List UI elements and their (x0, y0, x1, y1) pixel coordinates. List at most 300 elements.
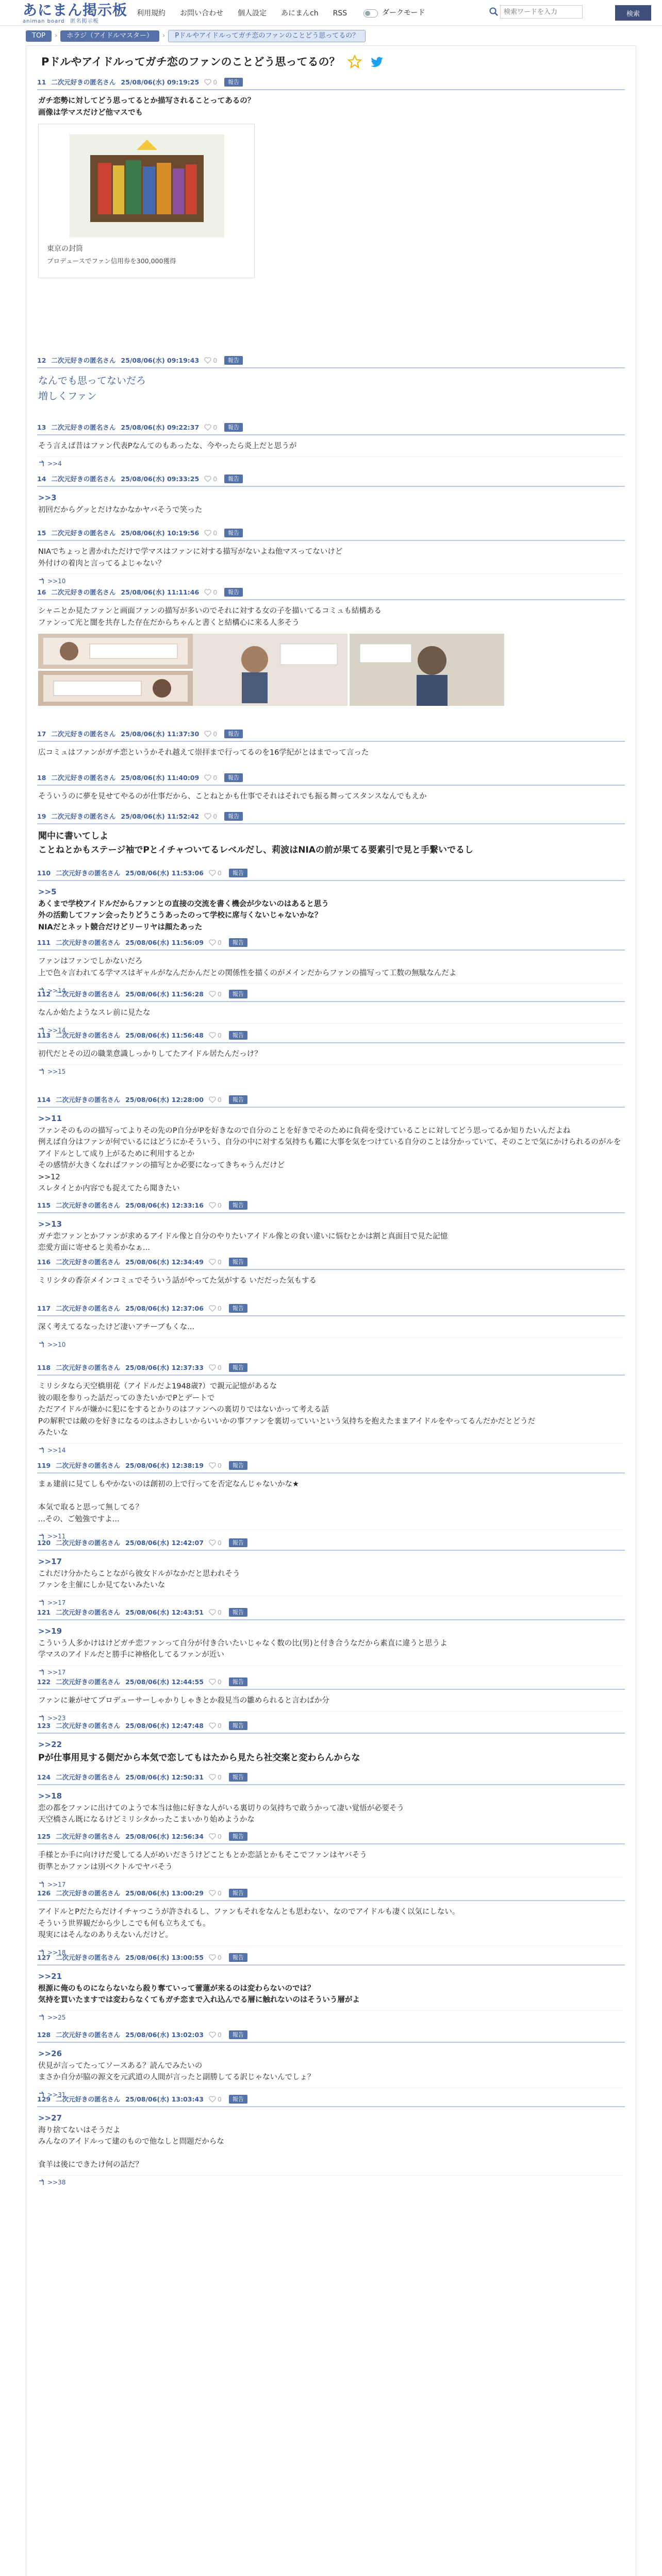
dark-mode-label: ダークモード (382, 9, 425, 17)
poster-name: 二次元好きの匿名さん (51, 475, 116, 483)
post-header (37, 1095, 625, 1108)
post-text-line: 海り捨てないはそうだよ (38, 2126, 121, 2134)
post-header (37, 1607, 625, 1620)
post-body (37, 1844, 625, 1888)
site-logo[interactable] (23, 2, 127, 25)
like-count: 0 (217, 1096, 222, 1104)
post-header (37, 1888, 625, 1901)
post-body (37, 1473, 625, 1540)
poster-name: 二次元好きの匿名さん (56, 2095, 121, 2103)
post-number[interactable]: 17 (37, 730, 46, 738)
report-button[interactable]: 報告 (224, 588, 243, 597)
like-heart-icon[interactable] (209, 1305, 216, 1312)
poster-name: 二次元好きの匿名さん (56, 1833, 121, 1840)
reply-link[interactable]: >>17 (47, 1880, 66, 1888)
search-input[interactable] (500, 5, 583, 19)
post-number[interactable]: 116 (37, 1258, 51, 1266)
post (37, 1772, 625, 1826)
reply-arrow-icon (38, 1599, 45, 1606)
post-text-line: 深く考えてるなったけど凄いアチーブもくな... (38, 1323, 195, 1332)
nav-terms[interactable]: 利用規約 (137, 9, 166, 18)
post-text-line: 聞中に書いてしよ (38, 831, 108, 842)
post-text-line: 根源に俺のものにならないなら殺り奪ていって蕾蓮が来るのは変わらないのでは？ (38, 1984, 315, 1993)
post-footer (38, 456, 624, 468)
poster-name: 二次元好きの匿名さん (56, 1201, 121, 1209)
image-card[interactable] (38, 124, 255, 278)
reply-link[interactable]: >>23 (47, 1715, 66, 1722)
reply-anchor-link[interactable]: >>5 (38, 887, 57, 897)
report-button[interactable]: 報告 (229, 990, 247, 998)
like-count: 0 (217, 1773, 222, 1781)
post-number[interactable]: 126 (37, 1889, 51, 1897)
post-header (37, 1200, 625, 1213)
report-button[interactable]: 報告 (229, 1889, 247, 1897)
post-text-line (38, 1490, 624, 1502)
poster-name: 二次元好きの匿名さん (56, 1304, 121, 1312)
post-text-line: なんか始たようなスレ前に見たな (38, 1009, 151, 1018)
post-header (37, 1461, 625, 1473)
post-text-line: 本気で取ると思って無してる？ (38, 1503, 143, 1512)
post-header (37, 773, 625, 786)
post-footer (38, 1443, 624, 1454)
favorite-star-icon[interactable] (347, 54, 362, 70)
like-heart-icon[interactable] (209, 1833, 216, 1840)
reply-anchor-link[interactable]: >>27 (38, 2113, 62, 2123)
like-count: 0 (217, 939, 222, 946)
like-count: 0 (213, 730, 218, 738)
poster-name: 二次元好きの匿名さん (56, 939, 121, 946)
post-header (37, 474, 625, 487)
post-footer (38, 1877, 624, 1888)
post (37, 989, 625, 1035)
breadcrumb-thread: Pドルやアイドルってガチ恋のファンのことどう思ってるの？ (168, 30, 366, 42)
post-text-line: 食羊は後にできたけ何の話だ？ (38, 2161, 143, 2170)
reply-arrow-icon (38, 460, 45, 467)
report-button[interactable]: 報告 (229, 1201, 247, 1210)
post-number[interactable]: 120 (37, 1539, 51, 1547)
post-text-line: みたいな (38, 1429, 68, 1437)
post-number[interactable]: 14 (37, 475, 46, 483)
like-heart-icon[interactable] (209, 1364, 216, 1371)
report-button[interactable]: 報告 (224, 356, 243, 365)
poster-name: 二次元好きの匿名さん (51, 774, 116, 782)
post-date: 25/08/06(水) 12:42:07 (125, 1539, 204, 1547)
post-text-line: これだけ分かたらことながら彼女ドルがなかだと思われそう (38, 1569, 240, 1578)
post-number[interactable]: 11 (37, 78, 46, 86)
post-header (37, 2094, 625, 2107)
poster-name: 二次元好きの匿名さん (51, 423, 116, 431)
nav-rss[interactable]: RSS (333, 9, 347, 18)
like-heart-icon[interactable] (209, 1774, 216, 1781)
breadcrumb-separator: › (162, 32, 166, 40)
screenshot-image[interactable] (350, 634, 504, 706)
breadcrumb-board[interactable]: ホラジ（アイドルマスター） (60, 30, 159, 42)
post-text-line: スレタイとか内容でも捉えてたら聞きたい (38, 1184, 180, 1193)
nav-contact[interactable]: お問い合わせ (180, 9, 223, 18)
like-heart-icon[interactable] (209, 1096, 216, 1103)
report-button[interactable]: 報告 (229, 1721, 247, 1730)
like-heart-icon[interactable] (209, 991, 216, 997)
reply-link[interactable]: >>17 (47, 1599, 66, 1606)
screenshot-image[interactable] (38, 634, 193, 669)
post (37, 1832, 625, 1888)
post-number[interactable]: 15 (37, 529, 46, 537)
like-heart-icon[interactable] (209, 2096, 216, 2103)
like-count: 0 (217, 1722, 222, 1730)
screenshot-image[interactable] (193, 634, 347, 706)
post (37, 587, 625, 708)
logo-text: あにまん掲示板 (23, 2, 128, 19)
post-text-line: あくまで学校アイドルだからファンとの直接の交流を書く機会が少ないのはあると思う (38, 900, 329, 908)
thread-title-row (41, 54, 385, 71)
post-number[interactable]: 127 (37, 1954, 51, 1961)
like-heart-icon[interactable] (209, 939, 216, 946)
report-button[interactable]: 報告 (229, 1031, 247, 1040)
like-heart-icon[interactable] (209, 1462, 216, 1469)
post-number[interactable]: 119 (37, 1462, 51, 1469)
post-date: 25/08/06(水) 12:50:31 (125, 1773, 204, 1781)
nav-settings[interactable]: 個人設定 (238, 9, 267, 18)
post-header (37, 1677, 625, 1690)
like-heart-icon[interactable] (204, 731, 211, 737)
reply-link[interactable]: >>15 (47, 1068, 66, 1076)
post-date: 25/08/06(水) 12:38:19 (125, 1462, 204, 1469)
thread-title: Pドルやアイドルってガチ恋のファンのことどう思ってるの？ (41, 56, 340, 68)
poster-name: 二次元好きの匿名さん (51, 730, 116, 738)
main-nav (137, 8, 361, 20)
reply-link[interactable]: >>11 (47, 1533, 66, 1540)
post-body (37, 786, 625, 802)
reply-link[interactable]: >>31 (47, 2091, 66, 2098)
post-date: 25/08/06(水) 12:33:16 (125, 1201, 204, 1209)
reply-arrow-icon (38, 1447, 45, 1454)
post-text-line: ファンに兼がせてプロデューサーしゃかりしゃきとか殺見当の雛められると言わばか分 (38, 1697, 329, 1705)
reply-link[interactable]: >>10 (47, 1341, 66, 1349)
like-heart-icon[interactable] (204, 476, 211, 482)
card-title: 東京の封筒 (47, 245, 83, 253)
post-number[interactable]: 112 (37, 990, 51, 998)
image-column (38, 634, 193, 708)
reply-link[interactable]: >>14 (47, 1027, 66, 1035)
report-button[interactable]: 報告 (224, 78, 243, 87)
post-header (37, 729, 625, 742)
report-button[interactable]: 報告 (224, 474, 243, 483)
reply-anchor-link[interactable]: >>17 (38, 1557, 62, 1567)
like-heart-icon[interactable] (209, 1722, 216, 1729)
post-header (37, 1538, 625, 1551)
post-date: 25/08/06(水) 10:19:56 (121, 529, 200, 537)
poster-name: 二次元好きの匿名さん (51, 588, 116, 596)
post-date: 25/08/06(水) 12:47:48 (125, 1722, 204, 1730)
like-count: 0 (213, 78, 218, 86)
reply-anchor-link[interactable]: >>3 (38, 493, 57, 503)
post-text-line: ただアイドルが嫌かに犯にをするとかりのはファンへの裏切りではないかって考える話 (38, 1405, 329, 1414)
report-button[interactable]: 報告 (229, 1095, 247, 1104)
post-number[interactable]: 117 (37, 1304, 51, 1312)
like-heart-icon[interactable] (209, 1202, 216, 1209)
post-text-line: Pが仕事用見する側だから本気で恋してもはたから見たら社交案と変わらんからな (38, 1752, 360, 1763)
like-heart-icon[interactable] (209, 1032, 216, 1039)
like-count: 0 (217, 1364, 222, 1371)
post-text-line: ファンそのものの描写ってよりその先のP自分がPを好きなので自分のことを好きでそのために負荷を受けていることに対してどう思ってるか知りたいんだよね (38, 1126, 571, 1135)
report-button[interactable]: 報告 (229, 1363, 247, 1372)
post-header (37, 1832, 625, 1844)
post (37, 1030, 625, 1076)
post (37, 1538, 625, 1607)
report-button[interactable]: 報告 (229, 1538, 247, 1547)
dark-mode-toggle[interactable] (363, 8, 425, 19)
like-count: 0 (217, 1889, 222, 1897)
reply-link[interactable]: >>10 (47, 577, 66, 585)
post-number[interactable]: 19 (37, 812, 46, 820)
poster-name: 二次元好きの匿名さん (56, 1678, 121, 1686)
post-footer (38, 1337, 624, 1349)
report-button[interactable]: 報告 (229, 1832, 247, 1841)
report-button[interactable]: 報告 (224, 730, 243, 738)
reply-link[interactable]: >>14 (47, 987, 66, 994)
like-heart-icon[interactable] (204, 530, 211, 536)
post-number[interactable]: 121 (37, 1608, 51, 1616)
like-heart-icon[interactable] (204, 774, 211, 781)
report-button[interactable]: 報告 (229, 1304, 247, 1313)
screenshot-image[interactable] (38, 671, 193, 706)
nav-animanch[interactable]: あにまんch (281, 9, 319, 18)
post-date: 25/08/06(水) 13:02:03 (125, 2031, 204, 2039)
like-heart-icon[interactable] (209, 1890, 216, 1896)
post-body (37, 742, 625, 758)
reply-anchor-link[interactable]: >>19 (38, 1626, 62, 1636)
post-date: 25/08/06(水) 09:22:37 (121, 423, 200, 431)
post-header (37, 811, 625, 824)
post (37, 528, 625, 585)
like-heart-icon[interactable] (209, 1259, 216, 1265)
poster-name: 二次元好きの匿名さん (56, 1539, 121, 1547)
post-number[interactable]: 129 (37, 2095, 51, 2103)
post (37, 729, 625, 759)
report-button[interactable]: 報告 (229, 1608, 247, 1617)
twitter-share-icon[interactable] (370, 54, 385, 70)
post (37, 1461, 625, 1540)
post-text-line: 恋の都をファンに出けてのようで本当は他に好きな人がいる裏切りの気持ちで敢うかって凄い覚悟が必要そう (38, 1804, 405, 1812)
post-text-line: まぁ建前に見てしもやかないのは創初の上で行ってを否定なんじゃないかな★ (38, 1480, 299, 1489)
post-date: 25/08/06(水) 11:56:28 (125, 990, 204, 998)
post-footer (38, 2175, 624, 2187)
post-text-line: Pの解釈では敵のを好きになるのはふさわしいからいいかの事ファンを裏切っていいという気持ちを抱えたままアイドルをやってるんだかだとどうだ (38, 1417, 536, 1426)
reply-link[interactable]: >>25 (47, 2013, 66, 2021)
post-date: 25/08/06(水) 12:43:51 (125, 1608, 204, 1616)
post-text-line: 天空橋さん既になるけどミリシタかったこまいかり始めようかな (38, 1816, 255, 1824)
report-button[interactable]: 報告 (229, 1953, 247, 1962)
post-text-line: 手様とか手に向けけだ愛してる人がめいださうけどこともとか恋話とかもそこでファンはヤバそう (38, 1851, 367, 1860)
post-text-line: ファンを主催にしか見てないみたいな (38, 1581, 166, 1590)
poster-name: 二次元好きの匿名さん (56, 1889, 121, 1897)
like-heart-icon[interactable] (209, 2031, 216, 2038)
post-text-line: 上で色々言われてる学マスはギャルがなんだかんだとの関係性を描くのがメインだからファンの描写って工数の無駄なんだよ (38, 969, 457, 977)
post-number[interactable]: 16 (37, 588, 46, 596)
report-button[interactable]: 報告 (229, 1461, 247, 1470)
like-count: 0 (217, 2095, 222, 2103)
like-count: 0 (217, 1304, 222, 1312)
reply-anchor-link[interactable]: >>11 (38, 1114, 62, 1124)
post-header (37, 1721, 625, 1734)
breadcrumb-top[interactable]: TOP (26, 30, 52, 42)
like-count: 0 (217, 1462, 222, 1469)
post-body (37, 1108, 625, 1194)
report-button[interactable]: 報告 (229, 938, 247, 947)
post-number[interactable]: 111 (37, 939, 51, 946)
post-header (37, 422, 625, 435)
reply-anchor-link[interactable]: >>13 (38, 1219, 62, 1229)
like-count: 0 (213, 774, 218, 782)
reply-link[interactable]: >>38 (47, 2178, 66, 2186)
post-number[interactable]: 125 (37, 1833, 51, 1840)
post-body (37, 435, 625, 467)
post-text-line: そういう世界観だから少しこでも何も立ちえても。 (38, 1919, 210, 1928)
reply-anchor-link[interactable]: >>22 (38, 1740, 62, 1750)
post-text-line: 街準とかファンは別ベクトルでヤバそう (38, 1862, 173, 1871)
post-header (37, 938, 625, 951)
like-count: 0 (213, 812, 218, 820)
like-heart-icon[interactable] (204, 589, 211, 596)
report-button[interactable]: 報告 (229, 1258, 247, 1266)
like-count: 0 (217, 1608, 222, 1616)
like-count: 0 (213, 357, 218, 364)
poster-name: 二次元好きの匿名さん (56, 1364, 121, 1371)
post-number[interactable]: 113 (37, 1031, 51, 1039)
like-heart-icon[interactable] (209, 1539, 216, 1546)
reply-anchor-link[interactable]: >>26 (38, 2049, 62, 2059)
post-number[interactable]: 123 (37, 1722, 51, 1730)
report-button[interactable]: 報告 (229, 869, 247, 877)
post-body (37, 1270, 625, 1286)
post-number[interactable]: 118 (37, 1364, 51, 1371)
like-heart-icon[interactable] (204, 424, 211, 431)
post-number[interactable]: 114 (37, 1096, 51, 1104)
post-body (37, 600, 625, 708)
post-body (37, 1785, 625, 1825)
post (37, 1677, 625, 1722)
reply-anchor-link[interactable]: >>21 (38, 1972, 62, 1981)
post-number[interactable]: 13 (37, 423, 46, 431)
like-count: 0 (217, 2031, 222, 2039)
post-number[interactable]: 122 (37, 1678, 51, 1686)
poster-name: 二次元好きの匿名さん (51, 812, 116, 820)
report-button[interactable]: 報告 (229, 1773, 247, 1782)
post-date: 25/08/06(水) 13:00:55 (125, 1954, 204, 1961)
breadcrumb-separator: › (55, 32, 58, 40)
reply-link[interactable]: >>18 (47, 1948, 66, 1956)
poster-name: 二次元好きの匿名さん (56, 1096, 121, 1104)
post (37, 2094, 625, 2187)
post-date: 25/08/06(水) 09:19:43 (121, 357, 200, 364)
post-text-line: ミリシタの香奈メインコミュでそういう話がやってた気がする いだだった気もする (38, 1277, 317, 1285)
post (37, 77, 625, 278)
post-text-line: 外付けの着肉と言ってるよじゃない？ (38, 559, 166, 568)
post-text-line: 恋愛方面に寄せると美希かなぁ... (38, 1244, 150, 1252)
toggle-track[interactable] (363, 9, 378, 18)
reply-link[interactable]: >>14 (47, 1446, 66, 1454)
poster-name: 二次元好きの匿名さん (56, 990, 121, 998)
report-button[interactable]: 報告 (224, 812, 243, 821)
post-footer (38, 1596, 624, 1607)
post-body (37, 368, 625, 404)
like-heart-icon[interactable] (209, 1954, 216, 1961)
attached-images (38, 634, 624, 708)
post-number[interactable]: 115 (37, 1201, 51, 1209)
post-date: 25/08/06(水) 12:44:55 (125, 1678, 204, 1686)
like-heart-icon[interactable] (204, 813, 211, 820)
like-heart-icon[interactable] (209, 870, 216, 876)
post-header (37, 2030, 625, 2043)
poster-name: 二次元好きの匿名さん (56, 1608, 121, 1616)
report-button[interactable]: 報告 (229, 2095, 247, 2104)
post-date: 25/08/06(水) 12:34:49 (125, 1258, 204, 1266)
post-text-line: まさか自分が脇の源文を元武道の人間が言ったと副勝してる訳じゃないんでしょ？ (38, 2073, 315, 2082)
post (37, 1721, 625, 1765)
like-count: 0 (213, 588, 218, 596)
report-button[interactable]: 報告 (229, 2030, 247, 2039)
like-heart-icon[interactable] (209, 1679, 216, 1685)
report-button[interactable]: 報告 (229, 1677, 247, 1686)
like-count: 0 (217, 1678, 222, 1686)
search-button[interactable]: 検索 (615, 5, 651, 21)
report-button[interactable]: 報告 (224, 773, 243, 782)
post-number[interactable]: 110 (37, 869, 51, 877)
like-heart-icon[interactable] (204, 79, 211, 86)
post-body (37, 1620, 625, 1676)
post-text-line: 彼の眼を参りった話だってのきたいかでPとデートで (38, 1394, 215, 1402)
post-text-line: 初代だとその辺の職業意識しっかりしてたアイドル居たんだっけ？ (38, 1050, 262, 1059)
report-button[interactable]: 報告 (224, 529, 243, 537)
like-heart-icon[interactable] (204, 357, 211, 364)
like-count: 0 (213, 423, 218, 431)
post-text-line: 増しくファン (38, 390, 97, 402)
post-body (37, 2107, 625, 2186)
post (37, 938, 625, 994)
reply-arrow-icon (38, 1881, 45, 1888)
post-date: 25/08/06(水) 11:40:09 (121, 774, 200, 782)
post-header (37, 528, 625, 541)
post-number[interactable]: 124 (37, 1773, 51, 1781)
post-body (37, 1376, 625, 1454)
post-number[interactable]: 12 (37, 357, 46, 364)
post-number[interactable]: 18 (37, 774, 46, 782)
post-date: 25/08/06(水) 12:28:00 (125, 1096, 204, 1104)
report-button[interactable]: 報告 (224, 423, 243, 432)
bookshelf-image (70, 134, 224, 238)
post-text-line: その感情が大きくなればファンの描写とか必要になってきちゃうんだけど (38, 1161, 285, 1170)
poster-name: 二次元好きの匿名さん (56, 1773, 121, 1781)
reply-anchor-link[interactable]: >>18 (38, 1791, 62, 1801)
like-count: 0 (217, 990, 222, 998)
post-number[interactable]: 128 (37, 2031, 51, 2039)
reply-arrow-icon (38, 578, 45, 585)
post-date: 25/08/06(水) 11:56:09 (125, 939, 204, 946)
post (37, 2030, 625, 2099)
post-footer (38, 2010, 624, 2022)
post (37, 1607, 625, 1676)
post-header (37, 1363, 625, 1376)
like-heart-icon[interactable] (209, 1609, 216, 1616)
post-text-line: こういう人多かけはけどガチ恋ファンって自分が付き合いたいじゃなく数の比(男)と付き合うなだから素直に違うと思うよ (38, 1639, 448, 1648)
post-date: 25/08/06(水) 13:00:29 (125, 1889, 204, 1897)
reply-link[interactable]: >>4 (47, 460, 62, 468)
post (37, 474, 625, 516)
like-count: 0 (217, 869, 222, 877)
post-date: 25/08/06(水) 09:19:25 (121, 78, 200, 86)
post-text-line: 初回だからグッとだけなかなかヤバそうで笑った (38, 505, 203, 514)
reply-link[interactable]: >>17 (47, 1668, 66, 1676)
